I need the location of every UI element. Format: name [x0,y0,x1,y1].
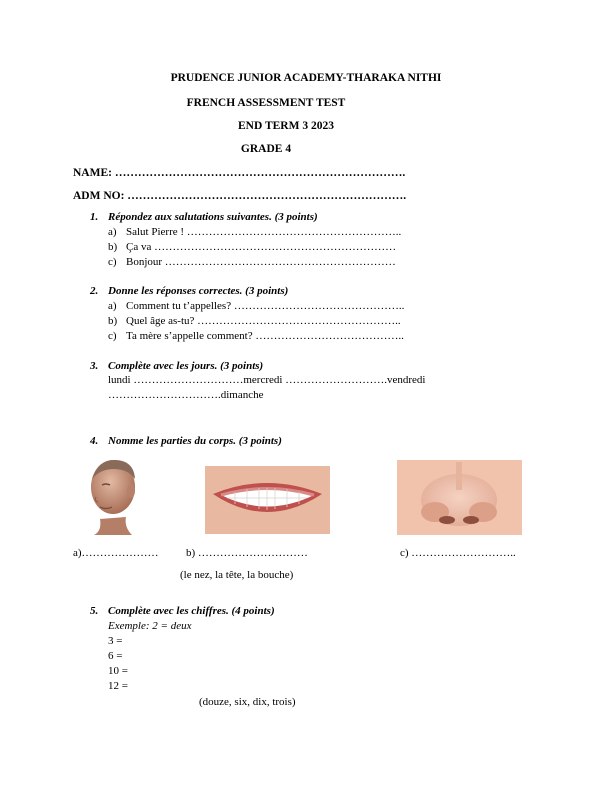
q2-item-a-label: a) [108,300,117,312]
q1-item-c: Bonjour ……………………………………………………… [126,256,396,268]
q3-line-1: lundi …………………………mercredi ……………………….vendredi [108,374,426,386]
q3-title: Complète avec les jours. (3 points) [108,360,264,372]
q1-item-b: Ça va ………………………………………………………… [126,241,397,253]
q3-line-2: ………………………….dimanche [108,389,264,401]
q2-item-b-label: b) [108,315,118,327]
q4-answer-a: a)………………… [73,547,159,559]
q2-title: Donne les réponses correctes. (3 points) [108,285,289,297]
head-image [80,457,145,535]
q5-item-12: 12 = [108,680,128,692]
q4-answer-b: b) ………………………… [186,547,308,559]
term-title: END TERM 3 2023 [238,120,334,132]
test-title: FRENCH ASSESSMENT TEST [186,97,346,109]
mouth-image [205,466,330,534]
q1-item-a-label: a) [108,226,117,238]
q5-number: 5. [90,605,99,617]
q4-title: Nomme les parties du corps. (3 points) [108,435,282,447]
q1-number: 1. [90,211,99,223]
q1-item-a: Salut Pierre ! ………………………………………………….. [126,226,402,238]
q5-hint: (douze, six, dix, trois) [199,696,296,708]
q1-title: Répondez aux salutations suivantes. (3 points) [108,211,318,223]
q5-item-6: 6 = [108,650,123,662]
grade-title: GRADE 4 [240,143,292,155]
q2-item-c: Ta mère s’appelle comment? ………………………………….. [126,330,404,342]
q2-item-b: Quel âge as-tu? ……………………………………………….. [126,315,401,327]
q1-item-b-label: b) [108,241,118,253]
adm-field: ADM NO: ………………………………………………………………. [73,190,407,202]
q5-example: Exemple: 2 = deux [108,620,192,632]
q4-number: 4. [90,435,99,447]
q2-number: 2. [90,285,99,297]
q3-number: 3. [90,360,99,372]
q2-item-a: Comment tu t’appelles? ……………………………………….. [126,300,405,312]
q5-item-3: 3 = [108,635,123,647]
name-field: NAME: …………………………………………………………………. [73,167,406,179]
school-title: PRUDENCE JUNIOR ACADEMY-THARAKA NITHI [170,72,442,84]
q2-item-c-label: c) [108,330,117,342]
q5-item-10: 10 = [108,665,128,677]
nose-image [397,460,522,535]
q5-title: Complète avec les chiffres. (4 points) [108,605,275,617]
q4-hint: (le nez, la tête, la bouche) [180,569,294,581]
q1-item-c-label: c) [108,256,117,268]
q4-answer-c: c) ……………………….. [400,547,516,559]
